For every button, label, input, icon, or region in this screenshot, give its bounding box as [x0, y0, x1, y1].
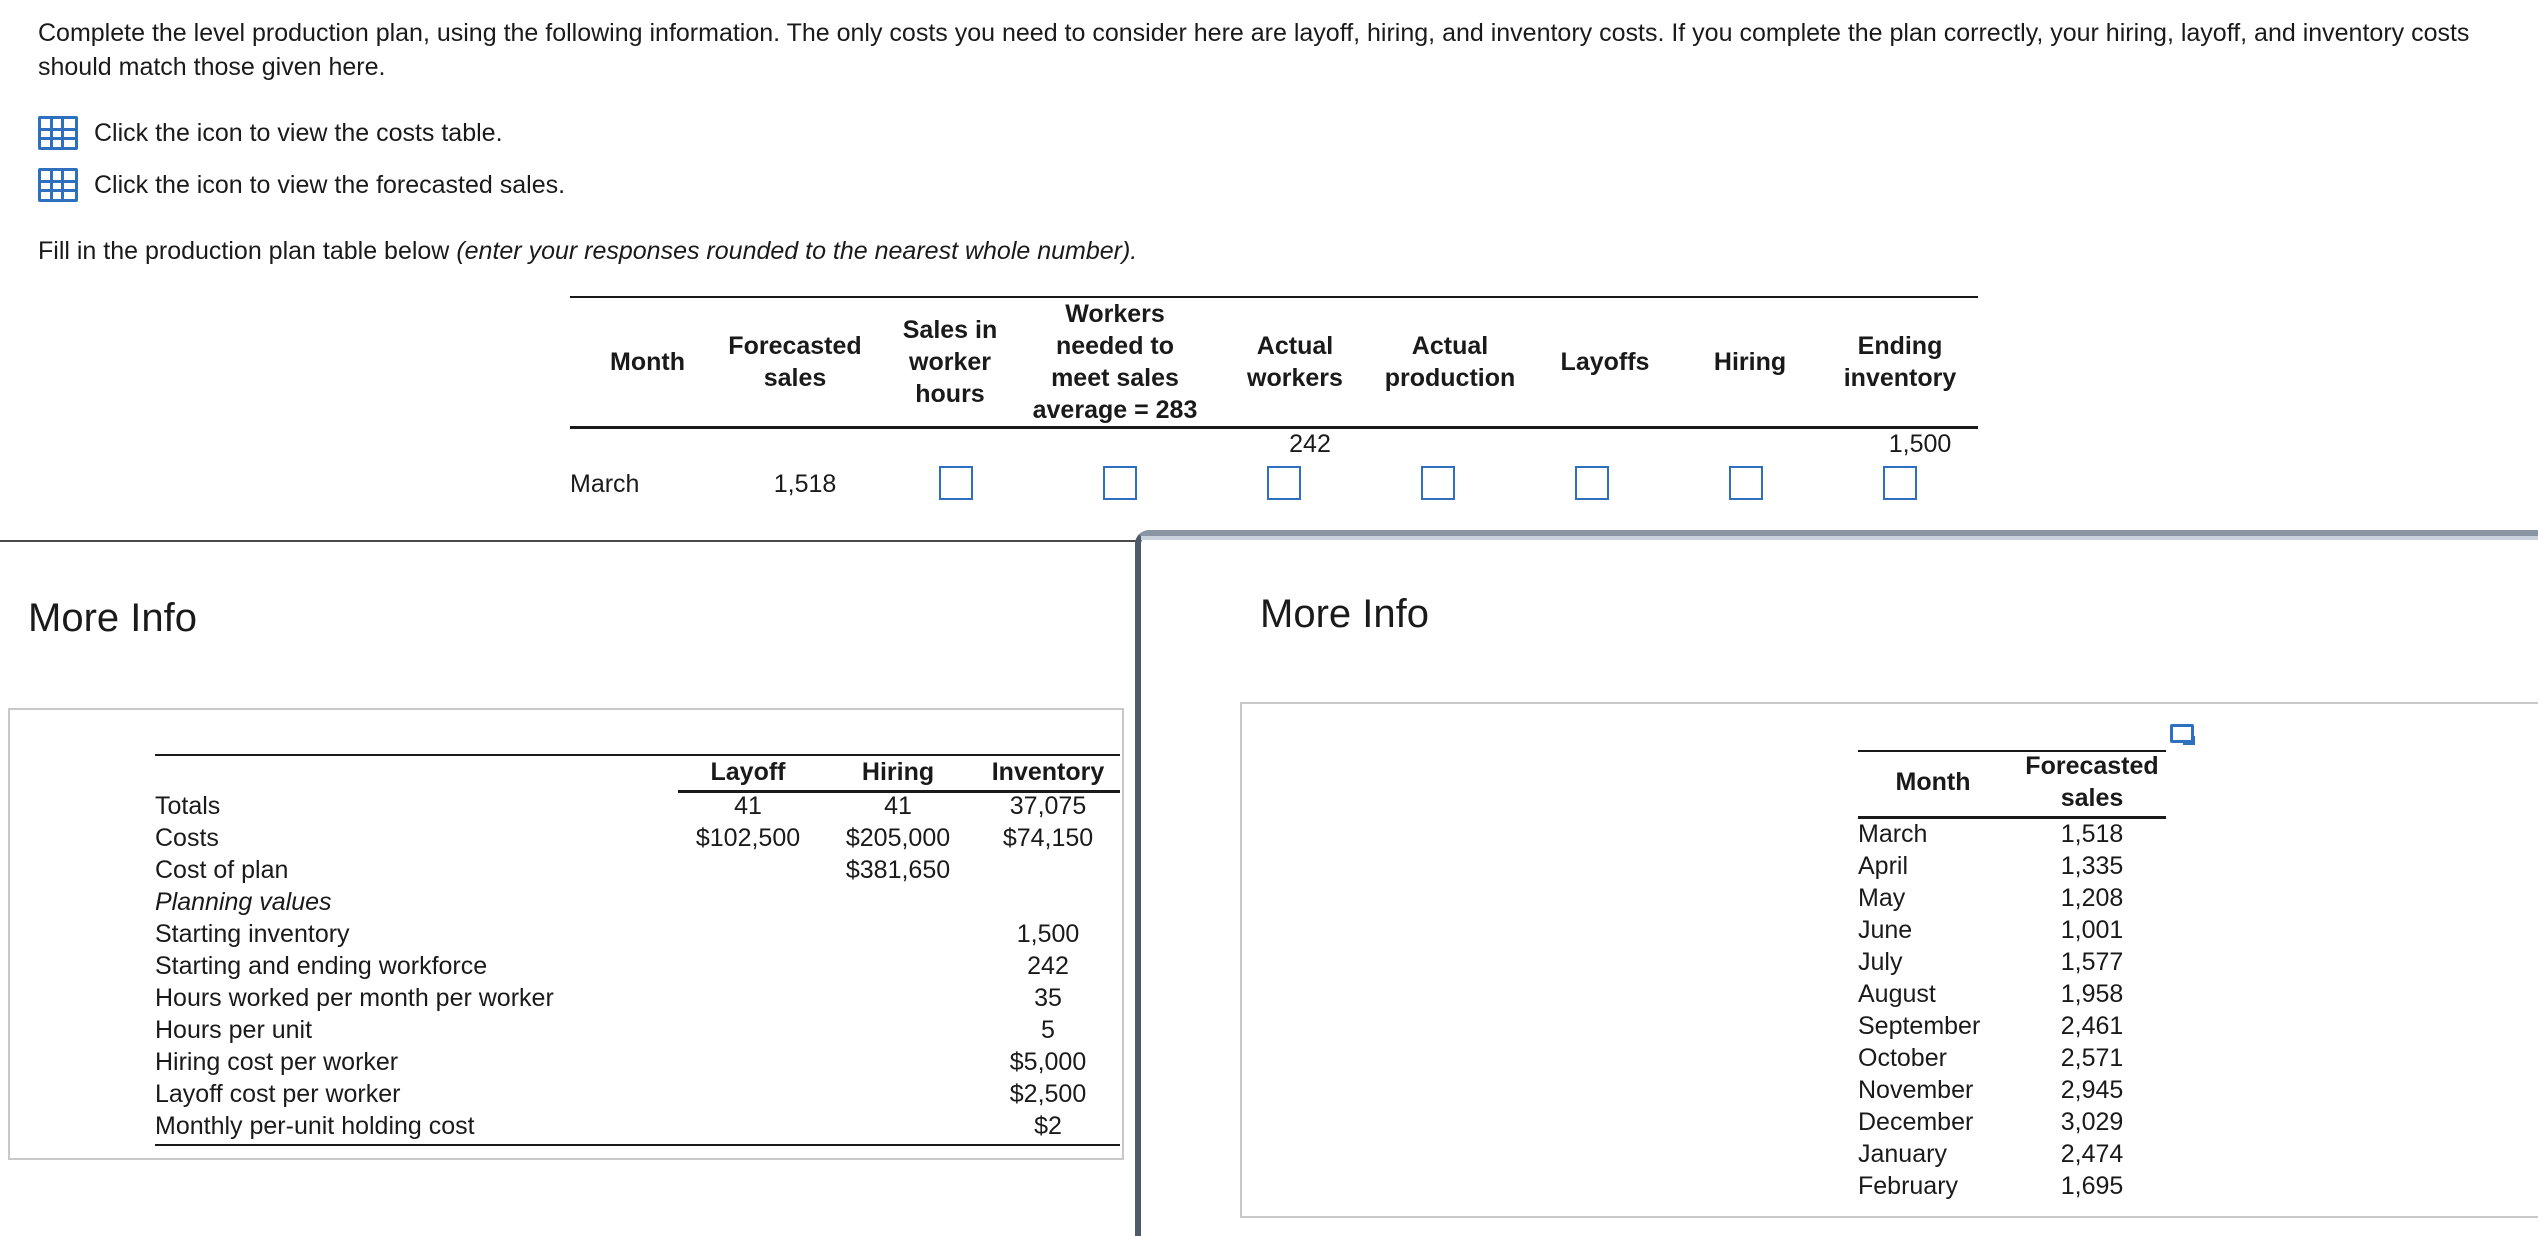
totals-inventory: 37,075: [1009, 792, 1087, 820]
col-forecasted-sales: Forecasted sales: [2025, 752, 2159, 812]
sales-value: 1,958: [2060, 980, 2124, 1008]
cost-of-plan-label: Cost of plan: [155, 856, 289, 884]
header-hiring: Hiring: [1713, 348, 1787, 376]
value: $5,000: [1009, 1048, 1087, 1076]
header-layoffs: Layoffs: [1560, 348, 1650, 376]
value-label: Hours per unit: [155, 1016, 313, 1044]
sales-month: September: [1858, 1012, 1981, 1040]
sales-month: June: [1858, 916, 1913, 944]
costs-top-rule: [155, 754, 1120, 756]
initial-workers: 242: [1289, 430, 1331, 458]
row-month: March: [570, 470, 640, 498]
sales-value: 1,518: [2060, 820, 2124, 848]
initial-inventory: 1,500: [1888, 430, 1952, 458]
instruction-note: (enter your responses rounded to the nearest whole number).: [456, 237, 1138, 265]
value-label: Monthly per-unit holding cost: [155, 1112, 475, 1140]
costs-inventory: $74,150: [1002, 824, 1094, 852]
sales-value: 1,208: [2060, 884, 2124, 912]
sales-value: 2,571: [2060, 1044, 2124, 1072]
value-label: Hours worked per month per worker: [155, 984, 554, 1012]
row-forecasted-sales: 1,518: [773, 470, 837, 498]
forecasted-sales-link-label: Click the icon to view the forecasted sales.: [94, 170, 566, 199]
sales-value: 1,695: [2060, 1172, 2124, 1200]
table-header-rule: [570, 426, 1978, 429]
costs-table-link-label: Click the icon to view the costs table.: [94, 118, 503, 147]
costs-more-info-title: More Info: [28, 596, 197, 640]
sales-month: December: [1858, 1108, 1974, 1136]
actual-workers-input[interactable]: [1267, 466, 1301, 500]
sales-worker-hours-input[interactable]: [939, 466, 973, 500]
value: 5: [1041, 1016, 1055, 1044]
forecast-more-info-title: More Info: [1260, 592, 1429, 636]
cost-of-plan-value: $381,650: [845, 856, 951, 884]
value-label: Hiring cost per worker: [155, 1048, 399, 1076]
header-ending-inventory: Ending inventory: [1843, 332, 1957, 392]
sales-value: 2,945: [2060, 1076, 2124, 1104]
sales-value: 2,461: [2060, 1012, 2124, 1040]
planning-values-label: Planning values: [155, 888, 332, 916]
value: 242: [1027, 952, 1069, 980]
value: 35: [1034, 984, 1062, 1012]
sales-value: 1,577: [2060, 948, 2124, 976]
workers-needed-input[interactable]: [1103, 466, 1137, 500]
sales-month: May: [1858, 884, 1906, 912]
col-month: Month: [1895, 768, 1971, 796]
ending-inventory-input[interactable]: [1883, 466, 1917, 500]
instruction-line: [38, 237, 1137, 266]
actual-production-input[interactable]: [1421, 466, 1455, 500]
table-icon[interactable]: [38, 168, 78, 202]
forecasted-sales-link[interactable]: [38, 164, 565, 206]
header-actual-workers: Actual workers: [1247, 332, 1343, 392]
costs-bottom-rule: [155, 1144, 1120, 1146]
sales-month: October: [1858, 1044, 1947, 1072]
sales-month: July: [1858, 948, 1903, 976]
col-inventory: Inventory: [991, 758, 1105, 786]
costs-table-link[interactable]: [38, 112, 503, 154]
totals-hiring: 41: [884, 792, 912, 820]
totals-label: Totals: [155, 792, 221, 820]
header-workers-needed: Workers needed to meet sales average = 283: [1032, 300, 1198, 424]
sales-value: 3,029: [2060, 1108, 2124, 1136]
sales-value: 1,335: [2060, 852, 2124, 880]
forecasted-sales-card: [1240, 702, 2538, 1218]
sales-month: March: [1858, 820, 1928, 848]
popout-icon[interactable]: [2170, 724, 2196, 746]
sales-month: November: [1858, 1076, 1974, 1104]
header-sales-worker-hours: Sales in worker hours: [902, 316, 998, 408]
col-hiring: Hiring: [861, 758, 935, 786]
value-label: Layoff cost per worker: [155, 1080, 401, 1108]
sales-value: 1,001: [2060, 916, 2124, 944]
costs-layoff: $102,500: [695, 824, 801, 852]
value-label: Starting and ending workforce: [155, 952, 488, 980]
header-month: Month: [610, 348, 685, 376]
sales-month: January: [1858, 1140, 1947, 1168]
sales-value: 2,474: [2060, 1140, 2124, 1168]
header-forecasted-sales: Forecasted sales: [728, 332, 862, 392]
value-label: Starting inventory: [155, 920, 350, 948]
header-actual-production: Actual production: [1384, 332, 1516, 392]
sales-month: August: [1858, 980, 1936, 1008]
costs-hiring: $205,000: [845, 824, 951, 852]
value: $2: [1034, 1112, 1062, 1140]
hiring-input[interactable]: [1729, 466, 1763, 500]
instruction-text: Fill in the production plan table below: [38, 237, 457, 265]
col-layoff: Layoff: [710, 758, 786, 786]
question-text: Complete the level production plan, using the following information. The only costs you need to consider here are layoff, hiring, and inventory costs. If you complete the plan correctly, your hiring, layoff, and inventory costs should match those given here.: [38, 19, 2470, 81]
totals-layoff: 41: [734, 792, 762, 820]
costs-table-card: [8, 708, 1124, 1160]
table-icon[interactable]: [38, 116, 78, 150]
costs-label: Costs: [155, 824, 219, 852]
sales-month: April: [1858, 852, 1909, 880]
value: $2,500: [1009, 1080, 1087, 1108]
sales-month: February: [1858, 1172, 1959, 1200]
value: 1,500: [1016, 920, 1080, 948]
question-panel: [0, 0, 2538, 542]
layoffs-input[interactable]: [1575, 466, 1609, 500]
